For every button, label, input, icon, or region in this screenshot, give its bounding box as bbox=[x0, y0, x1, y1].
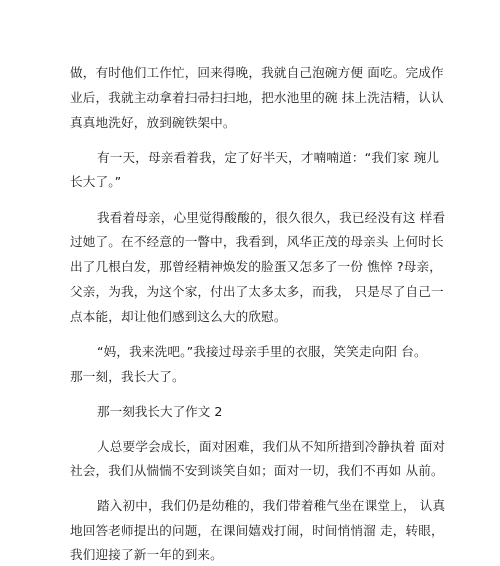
paragraph-4-line-1: “妈，我来洗吧。”我接过母亲手里的衣服，笑笑走向阳 台。 bbox=[97, 344, 427, 359]
paragraph-2-line-2: 长大了。” bbox=[70, 174, 122, 189]
paragraph-6-line-1: 踏入初中，我们仍是幼稚的，我们带着稚气坐在课堂上， 认真 bbox=[97, 498, 446, 513]
paragraph-6-line-3: 我们迎接了新一年的到来。 bbox=[70, 547, 223, 562]
paragraph-5-line-1: 人总要学会成长，面对困难，我们从不知所措到冷静执着 面对 bbox=[97, 439, 446, 454]
paragraph-1-line-3: 真真地洗好，放到碗铁架中。 bbox=[70, 115, 236, 130]
paragraph-4-line-2: 那一刻，我长大了。 bbox=[70, 369, 185, 384]
paragraph-3-line-4: 父亲，为我，为这个家，付出了太多太多，而我， 只是尽了自己一 bbox=[70, 284, 444, 299]
paragraph-3-line-2: 过她了。在不经意的一瞥中，我看到，风华正茂的母亲头 上何时长 bbox=[70, 234, 444, 249]
paragraph-1-line-1: 做，有时他们工作忙，回来得晚，我就自己泡碗方便 面吃。完成作 bbox=[70, 65, 444, 80]
paragraph-3-line-1: 我看着母亲，心里觉得酸酸的，很久很久，我已经没有这 样看 bbox=[97, 210, 446, 225]
paragraph-3-line-5: 点本能，却让他们感到这么大的欣慰。 bbox=[70, 309, 287, 324]
section-heading: 那一刻我长大了作文 2 bbox=[97, 404, 223, 419]
paragraph-1-line-2: 业后，我就主动拿着扫帚扫扫地，把水池里的碗 抹上洗洁精，认认 bbox=[70, 90, 444, 105]
paragraph-3-line-3: 出了几根白发，那曾经精神焕发的脸蛋又怎多了一份 憔悴 ?母亲， bbox=[70, 259, 442, 274]
paragraph-6-line-2: 地回答老师提出的问题，在课间嬉戏打闹，时间悄悄溜 走，转眼， bbox=[70, 523, 444, 538]
paragraph-2-line-1: 有一天，母亲看着我，定了好半天，才喃喃道：“我们家 琬儿 bbox=[97, 150, 440, 165]
paragraph-5-line-2: 社会，我们从惴惴不安到谈笑自如；面对一切，我们不再如 从前。 bbox=[70, 463, 444, 478]
